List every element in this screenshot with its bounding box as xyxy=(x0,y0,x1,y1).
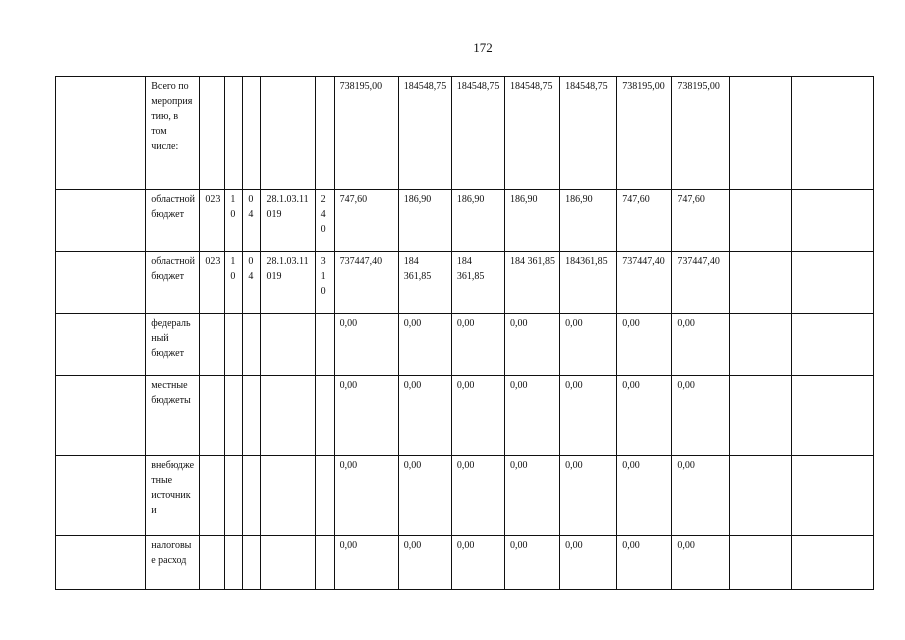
expense-type-cell xyxy=(315,536,334,590)
year-6-cell: 0,00 xyxy=(672,536,729,590)
row-gap-cell xyxy=(56,456,146,536)
target-article-cell xyxy=(261,314,315,376)
year-3-cell: 0,00 xyxy=(505,536,560,590)
total-amount-cell: 0,00 xyxy=(334,314,398,376)
item-name-cell: Всего по мероприятию, в том числе: xyxy=(146,77,200,190)
total-amount-cell: 738195,00 xyxy=(334,77,398,190)
year-3-cell: 184548,75 xyxy=(505,77,560,190)
target-article-cell xyxy=(261,456,315,536)
year-5-cell: 0,00 xyxy=(617,536,672,590)
year-4-cell: 0,00 xyxy=(560,536,617,590)
year-2-cell: 184 361,85 xyxy=(451,252,504,314)
year-1-cell: 184548,75 xyxy=(398,77,451,190)
year-2-cell: 0,00 xyxy=(451,314,504,376)
expense-type-cell xyxy=(315,314,334,376)
year-4-cell: 0,00 xyxy=(560,314,617,376)
expense-type-cell: 310 xyxy=(315,252,334,314)
table-row xyxy=(56,190,874,252)
total-amount-cell: 0,00 xyxy=(334,456,398,536)
table-row xyxy=(56,536,874,590)
year-1-cell: 0,00 xyxy=(398,456,451,536)
grbs-code-cell xyxy=(200,314,225,376)
subsection-code-cell xyxy=(243,77,261,190)
result-cell xyxy=(791,536,873,590)
grbs-code-cell xyxy=(200,536,225,590)
result-cell xyxy=(791,190,873,252)
total-amount-cell: 747,60 xyxy=(334,190,398,252)
year-6-cell: 0,00 xyxy=(672,456,729,536)
year-2-cell: 186,90 xyxy=(451,190,504,252)
year-1-cell: 0,00 xyxy=(398,376,451,456)
grbs-code-cell xyxy=(200,456,225,536)
item-name-cell: налоговые расход xyxy=(146,536,200,590)
row-gap-cell xyxy=(56,77,146,190)
item-name-cell: федеральный бюджет xyxy=(146,314,200,376)
target-article-cell: 28.1.03.11019 xyxy=(261,190,315,252)
year-2-cell: 0,00 xyxy=(451,536,504,590)
year-6-cell: 747,60 xyxy=(672,190,729,252)
result-cell xyxy=(791,314,873,376)
subsection-code-cell xyxy=(243,456,261,536)
total-amount-cell: 0,00 xyxy=(334,376,398,456)
target-article-cell xyxy=(261,376,315,456)
grbs-code-cell: 023 xyxy=(200,252,225,314)
section-code-cell: 10 xyxy=(225,252,243,314)
row-gap-cell xyxy=(56,252,146,314)
subsection-code-cell xyxy=(243,314,261,376)
table-row xyxy=(56,456,874,536)
year-2-cell: 0,00 xyxy=(451,376,504,456)
year-1-cell: 186,90 xyxy=(398,190,451,252)
section-code-cell xyxy=(225,456,243,536)
row-gap-cell xyxy=(56,190,146,252)
subsection-code-cell: 04 xyxy=(243,252,261,314)
result-cell xyxy=(791,252,873,314)
expense-type-cell xyxy=(315,456,334,536)
row-gap-cell xyxy=(56,376,146,456)
table-row xyxy=(56,314,874,376)
grbs-code-cell: 023 xyxy=(200,190,225,252)
section-code-cell xyxy=(225,376,243,456)
total-amount-cell: 0,00 xyxy=(334,536,398,590)
executor-cell xyxy=(729,252,791,314)
grbs-code-cell xyxy=(200,77,225,190)
target-article-cell xyxy=(261,77,315,190)
year-4-cell: 0,00 xyxy=(560,456,617,536)
year-5-cell: 0,00 xyxy=(617,314,672,376)
year-3-cell: 186,90 xyxy=(505,190,560,252)
result-cell xyxy=(791,456,873,536)
year-5-cell: 0,00 xyxy=(617,456,672,536)
table-row xyxy=(56,77,874,190)
page-number: 172 xyxy=(473,40,493,55)
row-gap-cell xyxy=(56,536,146,590)
year-3-cell: 184 361,85 xyxy=(505,252,560,314)
target-article-cell xyxy=(261,536,315,590)
executor-cell xyxy=(729,314,791,376)
item-name-cell: областной бюджет xyxy=(146,190,200,252)
item-name-cell: местные бюджеты xyxy=(146,376,200,456)
year-4-cell: 184361,85 xyxy=(560,252,617,314)
year-1-cell: 0,00 xyxy=(398,314,451,376)
executor-cell xyxy=(729,536,791,590)
row-gap-cell xyxy=(56,314,146,376)
year-2-cell: 0,00 xyxy=(451,456,504,536)
year-5-cell: 0,00 xyxy=(617,376,672,456)
item-name-cell: внебюджетные источники xyxy=(146,456,200,536)
total-amount-cell: 737447,40 xyxy=(334,252,398,314)
year-4-cell: 186,90 xyxy=(560,190,617,252)
budget-table-body xyxy=(56,77,874,590)
table-row xyxy=(56,252,874,314)
subsection-code-cell xyxy=(243,376,261,456)
executor-cell xyxy=(729,190,791,252)
year-5-cell: 737447,40 xyxy=(617,252,672,314)
year-3-cell: 0,00 xyxy=(505,314,560,376)
year-6-cell: 738195,00 xyxy=(672,77,729,190)
expense-type-cell xyxy=(315,77,334,190)
target-article-cell: 28.1.03.11019 xyxy=(261,252,315,314)
table-row xyxy=(56,376,874,456)
executor-cell xyxy=(729,376,791,456)
result-cell xyxy=(791,376,873,456)
section-code-cell: 10 xyxy=(225,190,243,252)
year-4-cell: 184548,75 xyxy=(560,77,617,190)
year-4-cell: 0,00 xyxy=(560,376,617,456)
year-5-cell: 747,60 xyxy=(617,190,672,252)
year-3-cell: 0,00 xyxy=(505,376,560,456)
year-6-cell: 737447,40 xyxy=(672,252,729,314)
grbs-code-cell xyxy=(200,376,225,456)
expense-type-cell xyxy=(315,376,334,456)
subsection-code-cell xyxy=(243,536,261,590)
year-1-cell: 0,00 xyxy=(398,536,451,590)
year-1-cell: 184 361,85 xyxy=(398,252,451,314)
budget-table xyxy=(55,76,874,590)
section-code-cell xyxy=(225,314,243,376)
year-6-cell: 0,00 xyxy=(672,314,729,376)
item-name-cell: областной бюджет xyxy=(146,252,200,314)
year-2-cell: 184548,75 xyxy=(451,77,504,190)
subsection-code-cell: 04 xyxy=(243,190,261,252)
year-3-cell: 0,00 xyxy=(505,456,560,536)
section-code-cell xyxy=(225,77,243,190)
year-5-cell: 738195,00 xyxy=(617,77,672,190)
executor-cell xyxy=(729,77,791,190)
section-code-cell xyxy=(225,536,243,590)
result-cell xyxy=(791,77,873,190)
expense-type-cell: 240 xyxy=(315,190,334,252)
executor-cell xyxy=(729,456,791,536)
year-6-cell: 0,00 xyxy=(672,376,729,456)
